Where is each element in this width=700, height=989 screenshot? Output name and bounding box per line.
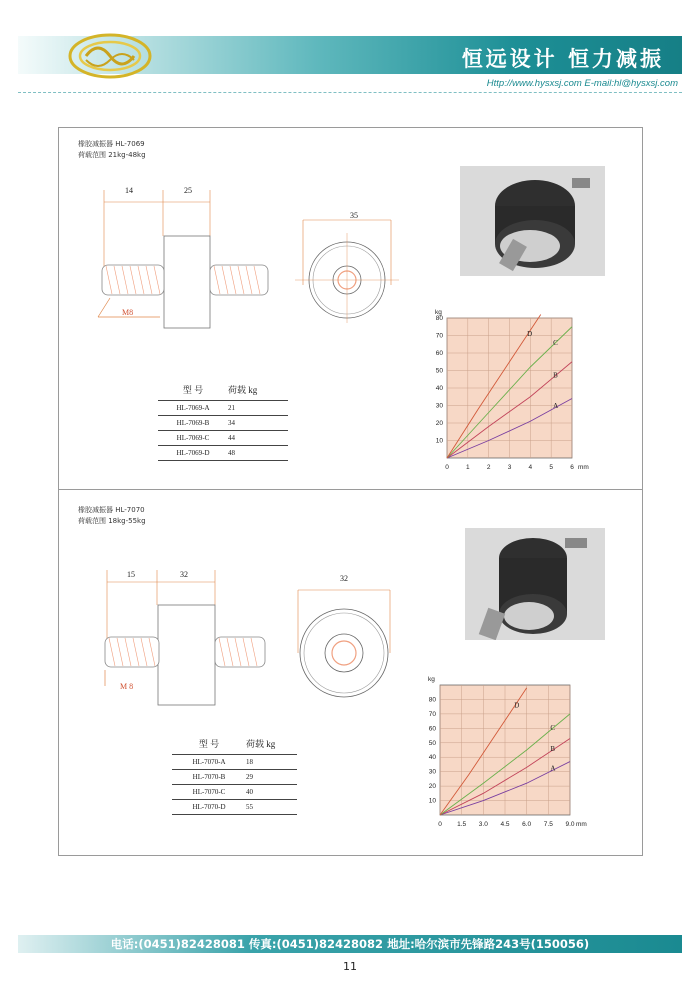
page-number: 11: [343, 960, 357, 973]
dim-left-label: 14: [125, 186, 133, 195]
table-cell-load: 18: [246, 755, 297, 770]
product-photo: [460, 166, 605, 276]
x-axis-label: mm: [576, 821, 587, 828]
y-tick-label: 60: [428, 725, 436, 733]
col-load-header: 荷载 kg: [228, 378, 288, 401]
product-name: 橡胶减振器 HL-7069: [78, 140, 145, 148]
y-tick-label: 50: [435, 367, 443, 375]
series-label-d: D: [514, 701, 520, 710]
table-cell-model: HL-7070-C: [172, 785, 246, 800]
x-tick-label: 7.5: [543, 821, 553, 828]
thread-label: M 8: [120, 682, 134, 691]
y-tick-label: 80: [435, 315, 443, 322]
x-tick-label: 0: [438, 821, 442, 828]
product-load-range: 荷载范围 18kg-55kg: [78, 517, 146, 525]
mount-illustration: [460, 166, 605, 276]
dim-body-label: 32: [180, 570, 188, 579]
side-view-drawing: [90, 180, 290, 330]
x-tick-label: 4.5: [500, 821, 510, 828]
series-label-d: D: [527, 330, 533, 339]
product-name: 橡胶减振器 HL-7070: [78, 506, 145, 514]
front-view-drawing: [290, 578, 400, 698]
series-label-c: C: [553, 338, 558, 347]
x-tick-label: 3.0: [478, 821, 488, 828]
y-tick-label: 20: [428, 783, 436, 791]
x-tick-label: 5: [549, 464, 553, 471]
y-tick-label: 30: [428, 768, 436, 776]
company-logo: [66, 30, 154, 82]
header-divider: [18, 92, 682, 93]
x-tick-label: 6.0: [522, 821, 532, 828]
series-label-c: C: [550, 723, 556, 732]
y-tick-label: 40: [435, 385, 443, 392]
y-tick-label: 60: [435, 350, 443, 357]
table-cell-model: HL-7069-B: [158, 416, 228, 431]
dim-diameter-label: 35: [350, 211, 358, 220]
y-tick-label: 70: [435, 332, 443, 340]
y-tick-label: 80: [428, 696, 436, 704]
footer-contact: 电话:(0451)82428081 传真:(0451)82428082 地址:哈尔滨市先锋路243号(150056): [110, 937, 590, 951]
series-label-b: B: [550, 744, 556, 753]
chart-svg: [420, 665, 595, 837]
load-table: [172, 732, 297, 815]
table-cell-model: HL-7070-B: [172, 770, 246, 785]
table-cell-load: 40: [246, 785, 297, 800]
dim-diameter-label: 32: [340, 574, 348, 583]
y-tick-label: 50: [428, 739, 436, 747]
x-tick-label: 1: [466, 464, 470, 471]
chart-svg: [425, 308, 590, 478]
col-model-header: 型 号: [172, 732, 246, 755]
table-cell-model: HL-7070-A: [172, 755, 246, 770]
x-tick-label: 2: [486, 464, 491, 471]
col-model-header: 型 号: [158, 378, 228, 401]
dim-left-label: 15: [127, 570, 135, 579]
y-tick-label: 70: [428, 710, 436, 718]
load-deflection-chart: [425, 308, 590, 482]
table-cell-model: HL-7070-D: [172, 800, 246, 815]
series-label-a: A: [553, 401, 559, 410]
x-tick-label: 3: [507, 464, 512, 471]
y-axis-label: kg: [435, 309, 442, 316]
product-photo: [465, 528, 605, 640]
y-axis-label: kg: [428, 676, 435, 683]
table-cell-load: 55: [246, 800, 297, 815]
table-cell-load: 34: [228, 416, 288, 431]
dim-body-label: 25: [184, 186, 192, 195]
y-tick-label: 10: [435, 437, 443, 445]
table-cell-load: 48: [228, 446, 288, 461]
mount-illustration: [465, 528, 605, 640]
table-cell-model: HL-7069-C: [158, 431, 228, 446]
y-tick-label: 40: [428, 754, 436, 762]
x-tick-label: 9.0: [565, 821, 575, 828]
table-cell-load: 29: [246, 770, 297, 785]
x-tick-label: 1.5: [457, 821, 467, 828]
front-view-drawing: [295, 205, 405, 325]
x-tick-label: 6: [570, 464, 574, 471]
y-tick-label: 30: [435, 402, 443, 410]
product-load-range: 荷载范围 21kg-48kg: [78, 151, 146, 159]
table-cell-load: 44: [228, 431, 288, 446]
thread-label: M8: [122, 308, 134, 317]
y-tick-label: 20: [435, 420, 443, 427]
header-contact: Http://www.hysxsj.com E-mail:hl@hysxsj.com: [486, 78, 678, 89]
x-axis-label: mm: [578, 464, 589, 471]
load-table: [158, 378, 288, 461]
x-tick-label: 4: [528, 464, 533, 471]
series-label-a: A: [550, 764, 556, 773]
table-cell-model: HL-7069-A: [158, 401, 228, 416]
load-deflection-chart: [420, 665, 595, 841]
col-load-header: 荷载 kg: [246, 732, 297, 755]
series-label-b: B: [553, 371, 558, 380]
header-title: 恒远设计 恒力减振: [461, 47, 664, 71]
table-cell-load: 21: [228, 401, 288, 416]
y-tick-label: 10: [428, 797, 436, 805]
table-cell-model: HL-7069-D: [158, 446, 228, 461]
x-tick-label: 0: [445, 464, 449, 471]
